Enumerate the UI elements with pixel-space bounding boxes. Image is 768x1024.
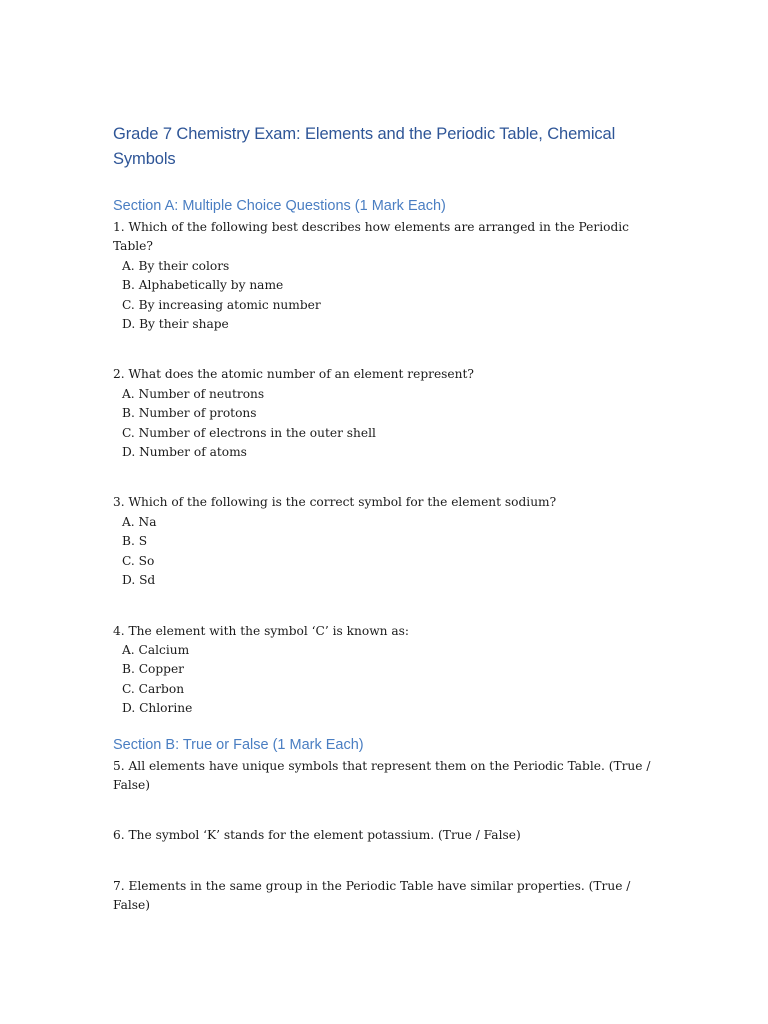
- section-b: [113, 735, 658, 916]
- page-title: Grade 7 Chemistry Exam: Elements and the Periodic Table, Chemical Symbols: [113, 125, 616, 168]
- answer-option: D. Number of atoms: [122, 445, 247, 460]
- answer-option: D. By their shape: [122, 317, 229, 332]
- answer-option: D. Sd: [122, 573, 156, 588]
- answer-option: A. Na: [122, 514, 157, 529]
- question-text: 6. The symbol ‘K’ stands for the element potassium. (True / False): [113, 828, 521, 843]
- question-text: 4. The element with the symbol ‘C’ is known as:: [113, 623, 409, 638]
- question-text: 7. Elements in the same group in the Periodic Table have similar properties. (True / False): [113, 878, 631, 913]
- question-7: [113, 877, 658, 916]
- question-2: [113, 365, 658, 462]
- question-text: 3. Which of the following is the correct symbol for the element sodium?: [113, 495, 557, 510]
- answer-option: A. By their colors: [122, 258, 230, 273]
- question-3: [113, 493, 658, 590]
- question-text: 1. Which of the following best describes how elements are arranged in the Periodic Table?: [113, 220, 629, 254]
- question-1: [113, 218, 658, 334]
- answer-option: C. So: [122, 553, 155, 568]
- question-6: [113, 826, 658, 845]
- answer-option: D. Chlorine: [122, 701, 193, 716]
- section-heading: Section A: Multiple Choice Questions (1 Mark Each): [113, 198, 446, 214]
- question-text: 2. What does the atomic number of an element represent?: [113, 367, 474, 382]
- question-4: [113, 622, 658, 719]
- answer-option: C. Carbon: [122, 681, 185, 696]
- answer-option: C. Number of electrons in the outer shell: [122, 425, 376, 440]
- section-heading: Section B: True or False (1 Mark Each): [113, 736, 364, 753]
- exam-page: [113, 122, 658, 916]
- answer-option: C. By increasing atomic number: [122, 297, 321, 312]
- answer-option: B. S: [122, 534, 148, 549]
- answer-option: A. Calcium: [122, 642, 190, 657]
- answer-option: B. Alphabetically by name: [122, 278, 284, 293]
- answer-option: A. Number of neutrons: [122, 386, 265, 401]
- question-5: [113, 757, 658, 796]
- question-text: 5. All elements have unique symbols that represent them on the Periodic Table. (True / False): [113, 758, 651, 792]
- answer-option: B. Copper: [122, 662, 185, 677]
- answer-option: B. Number of protons: [122, 406, 257, 421]
- section-a: [113, 196, 658, 719]
